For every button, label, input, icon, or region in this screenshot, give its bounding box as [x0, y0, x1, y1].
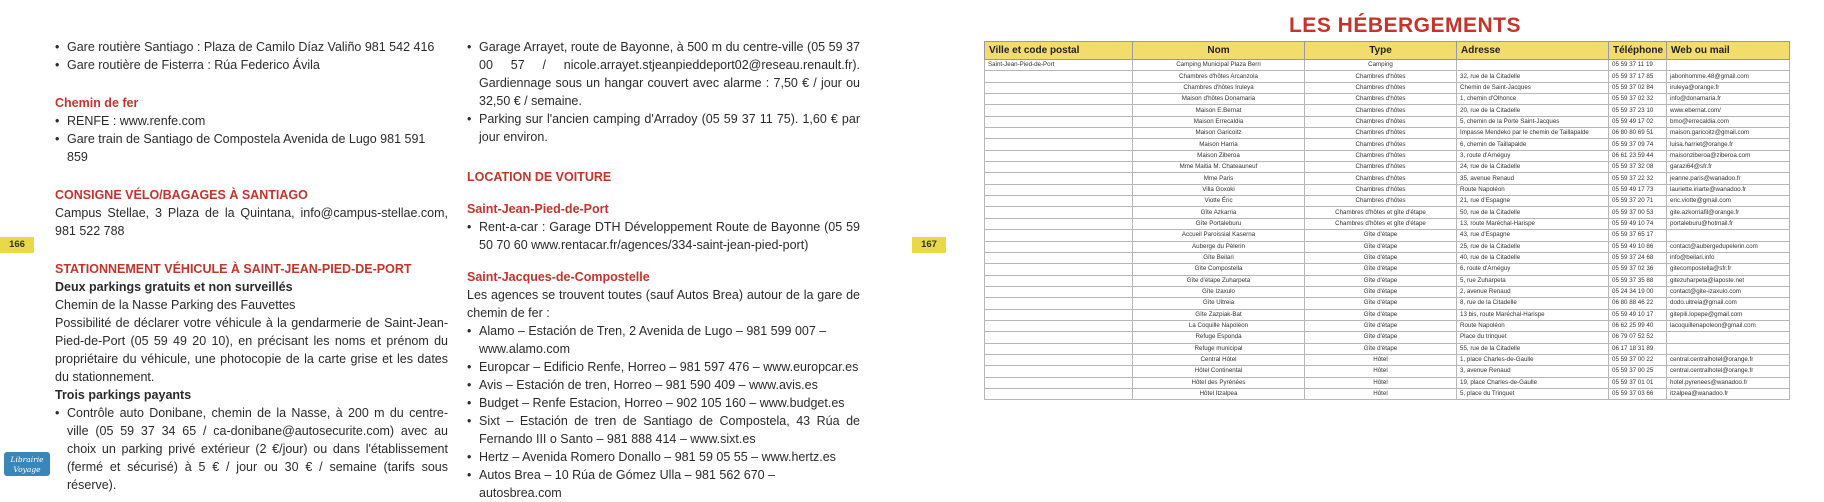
subheading-compostelle: Saint-Jacques-de-Compostelle — [467, 270, 650, 284]
table-cell — [1667, 343, 1790, 354]
table-cell: Gîte Compostella — [1133, 264, 1305, 275]
table-cell: 5, place du Trinquet — [1457, 388, 1609, 399]
table-cell: contact@aubergedupelerin.com — [1667, 241, 1790, 252]
free-parking-title: Deux parkings gratuits et non surveillés — [55, 280, 293, 294]
logo-line1: Librairie — [10, 455, 44, 464]
table-row — [985, 388, 1790, 399]
table-cell: Refuge Esponda — [1133, 332, 1305, 343]
table-cell: Chambres d'hôtes — [1305, 94, 1457, 105]
table-cell: 25, rue de la Citadelle — [1457, 241, 1609, 252]
sjpp-rental-list — [467, 218, 860, 254]
table-cell: 5, rue Zuharpeta — [1457, 275, 1609, 286]
table-cell: 50, rue de la Citadelle — [1457, 207, 1609, 218]
table-cell: Chambres d'hôtes Iruleya — [1133, 82, 1305, 93]
table-cell: Viotte Éric — [1133, 196, 1305, 207]
table-cell: central.centralhotel@orange.fr — [1667, 354, 1790, 365]
table-cell: Auberge du Pèlerin — [1133, 241, 1305, 252]
table-cell: 2, avenue Renaud — [1457, 286, 1609, 297]
table-cell — [985, 207, 1133, 218]
table-cell: 55, rue de la Citadelle — [1457, 343, 1609, 354]
table-row — [985, 218, 1790, 229]
table-cell — [985, 388, 1133, 399]
table-cell — [985, 298, 1133, 309]
table-cell: 43, rue d'Espagne — [1457, 230, 1609, 241]
table-row — [985, 354, 1790, 365]
table-cell: www.ebernat.com/ — [1667, 105, 1790, 116]
table-cell: 35, avenue Renaud — [1457, 173, 1609, 184]
compostelle-rental-list — [467, 322, 860, 502]
section-heading-rental: LOCATION DE VOITURE — [467, 170, 612, 184]
table-cell: Maison Harria — [1133, 139, 1305, 150]
list-item: • Contrôle auto Donibane, chemin de la Nasse, à 200 m du centre-ville (05 59 37 34 65 / ca-donibane@autosecurite.com) avec au choix un parking privé extérieur (2 €/jour) ou dans l'établissement (fermé et sécurisé) à 5 € / jour ou 30 € / semaine (tarifs sous réserve). — [55, 404, 448, 494]
table-cell — [985, 94, 1133, 105]
table-cell: Gîte Ultreia — [1133, 298, 1305, 309]
table-cell: 05 59 37 01 01 — [1609, 377, 1667, 388]
table-cell: Place du trinquet — [1457, 332, 1609, 343]
section-heading-parking: STATIONNEMENT VÉHICULE À SAINT-JEAN-PIED-DE-PORT — [55, 262, 412, 276]
table-cell — [985, 196, 1133, 207]
table-cell: 05 59 49 17 73 — [1609, 184, 1667, 195]
table-row — [985, 286, 1790, 297]
table-cell: lauriette.iriarte@wanadoo.fr — [1667, 184, 1790, 195]
table-cell: 13, route Maréchal-Harispe — [1457, 218, 1609, 229]
table-cell: Camping Municipal Plaza Berri — [1133, 60, 1305, 71]
table-cell — [985, 264, 1133, 275]
table-cell: itzalpea@wanadoo.fr — [1667, 388, 1790, 399]
accommodation-table — [984, 41, 1790, 400]
table-row — [985, 196, 1790, 207]
list-item: • Hertz – Avenida Romero Donallo – 981 59 05 55 – www.hertz.es — [467, 448, 860, 466]
table-cell — [985, 309, 1133, 320]
page-number-tab: 166 — [0, 237, 34, 253]
rail-list — [55, 112, 448, 166]
table-cell: 06 62 25 99 40 — [1609, 320, 1667, 331]
table-cell — [985, 184, 1133, 195]
table-cell: gitecompostella@sfr.fr — [1667, 264, 1790, 275]
list-item: • Garage Arrayet, route de Bayonne, à 500 m du centre-ville (05 59 37 00 57 / nicole.arrayet.stjeanpieddeport02@reseau.renault.fr). Gardiennage sous un hangar couvert avec alarme : 7,50 € / jour ou 32,50 € / semaine. — [467, 38, 860, 110]
table-cell — [985, 105, 1133, 116]
table-cell: 40, rue de la Citadelle — [1457, 252, 1609, 263]
column-header: Nom — [1133, 42, 1305, 60]
column-header: Type — [1305, 42, 1457, 60]
table-cell: 6, route d'Arnéguy — [1457, 264, 1609, 275]
table-cell: Chambres d'hôtes — [1305, 162, 1457, 173]
paid-parking-list-continued — [467, 38, 860, 146]
table-cell — [1667, 230, 1790, 241]
table-cell: Gîte d'étape — [1305, 264, 1457, 275]
table-cell: Chambres d'hôtes et gîte d'étape — [1305, 207, 1457, 218]
table-row — [985, 298, 1790, 309]
table-cell — [985, 128, 1133, 139]
table-cell — [985, 71, 1133, 82]
table-row — [985, 139, 1790, 150]
table-cell: gitezuharpeta@laposte.net — [1667, 275, 1790, 286]
table-cell: 05 59 49 10 86 — [1609, 241, 1667, 252]
list-item: • Gare train de Santiago de Compostela Avenida de Lugo 981 591 859 — [55, 130, 448, 166]
table-cell: Chambres d'hôtes — [1305, 184, 1457, 195]
table-cell: Chambres d'hôtes — [1305, 196, 1457, 207]
table-cell — [1667, 60, 1790, 71]
table-cell: 21, rue d'Espagne — [1457, 196, 1609, 207]
list-item: • Parking sur l'ancien camping d'Arradoy (05 59 37 11 75). 1,60 € par jour environ. — [467, 110, 860, 146]
table-cell: 1, chemin d'Olhonce — [1457, 94, 1609, 105]
table-cell: 13 bis, route Maréchal-Harispe — [1457, 309, 1609, 320]
section-heading-rail: Chemin de fer — [55, 96, 139, 110]
table-cell — [985, 162, 1133, 173]
right-column — [467, 38, 860, 502]
table-cell: jabonhomme.48@gmail.com — [1667, 71, 1790, 82]
table-cell — [985, 173, 1133, 184]
list-item: • Gare routière de Fisterra : Rúa Federico Ávila — [55, 56, 448, 74]
table-cell: Chambres d'hôtes — [1305, 105, 1457, 116]
logo-line2: Voyage — [13, 465, 41, 474]
table-cell: Camping — [1305, 60, 1457, 71]
table-cell — [985, 354, 1133, 365]
table-cell: Gîte Beilari — [1133, 252, 1305, 263]
table-cell: Chambres d'hôtes — [1305, 116, 1457, 127]
table-row — [985, 94, 1790, 105]
table-cell: 05 59 37 00 25 — [1609, 366, 1667, 377]
table-row — [985, 309, 1790, 320]
list-item: • Autos Brea – 10 Rúa de Gómez Ulla – 981 562 670 – autosbrea.com — [467, 466, 860, 502]
table-cell: Gîte d'étape — [1305, 230, 1457, 241]
table-cell: 05 59 49 10 17 — [1609, 309, 1667, 320]
left-column — [55, 38, 448, 494]
table-cell: 05 59 37 03 66 — [1609, 388, 1667, 399]
table-cell: 06 80 80 69 51 — [1609, 128, 1667, 139]
table-cell: 1, place Charles-de-Gaulle — [1457, 354, 1609, 365]
table-cell — [1457, 60, 1609, 71]
table-cell: Gîte d'étape — [1305, 343, 1457, 354]
table-cell: 32, rue de la Citadelle — [1457, 71, 1609, 82]
table-cell: Chambres d'hôtes — [1305, 82, 1457, 93]
table-cell: Chambres d'hôtes — [1305, 150, 1457, 161]
table-cell: Gîte d'étape — [1305, 298, 1457, 309]
table-cell: Refuge municipal — [1133, 343, 1305, 354]
table-row — [985, 207, 1790, 218]
list-item: • Gare routière Santiago : Plaza de Camilo Díaz Valiño 981 542 416 — [55, 38, 448, 56]
table-cell: 8, rue de la Citadelle — [1457, 298, 1609, 309]
table-cell: bmo@errecaldia.com — [1667, 116, 1790, 127]
paid-parking-list — [55, 404, 448, 494]
table-cell: Chambres d'hôtes — [1305, 71, 1457, 82]
table-cell: 05 59 49 10 74 — [1609, 218, 1667, 229]
table-row — [985, 116, 1790, 127]
list-item: • Europcar – Edificio Renfe, Horreo – 981 597 476 – www.europcar.es — [467, 358, 860, 376]
table-cell: 19, place Charles-de-Gaulle — [1457, 377, 1609, 388]
table-cell — [985, 82, 1133, 93]
table-row — [985, 82, 1790, 93]
table-cell: Mme Maitia M. Chateauneuf — [1133, 162, 1305, 173]
list-item: • Rent-a-car : Garage DTH Développement Route de Bayonne (05 59 50 70 60 www.rentacar.fr/agences/334-saint-jean-pied-port) — [467, 218, 860, 254]
table-cell: 05 59 37 02 32 — [1609, 94, 1667, 105]
table-cell: gitepili.lopepe@gmail.com — [1667, 309, 1790, 320]
table-cell: Chemin de Saint-Jacques — [1457, 82, 1609, 93]
table-row — [985, 252, 1790, 263]
table-cell: 3, avenue Renaud — [1457, 366, 1609, 377]
table-cell: Maison Errecaldia — [1133, 116, 1305, 127]
table-row — [985, 241, 1790, 252]
table-cell — [985, 332, 1133, 343]
table-cell: 05 59 37 00 22 — [1609, 354, 1667, 365]
table-cell: Chambres d'hôtes — [1305, 128, 1457, 139]
table-cell: Maison d'hôtes Donamaria — [1133, 94, 1305, 105]
table-cell: Gîte d'étape — [1305, 275, 1457, 286]
table-cell: Gîte Izaxulo — [1133, 286, 1305, 297]
table-cell: 3, route d'Arnéguy — [1457, 150, 1609, 161]
table-row — [985, 71, 1790, 82]
table-cell: Gîte d'étape — [1305, 320, 1457, 331]
column-header: Ville et code postal — [985, 42, 1133, 60]
table-cell: 05 59 37 65 17 — [1609, 230, 1667, 241]
table-cell: Hôtel — [1305, 354, 1457, 365]
table-row — [985, 366, 1790, 377]
table-cell: iruleya@orange.fr — [1667, 82, 1790, 93]
table-cell: Hôtel — [1305, 388, 1457, 399]
table-cell: Gîte Azkarria — [1133, 207, 1305, 218]
table-cell: Impasse Mendeko par le chemin de Taillapalde — [1457, 128, 1609, 139]
table-row — [985, 332, 1790, 343]
consigne-text: Campus Stellae, 3 Plaza de la Quintana, info@campus-stellae.com, 981 522 788 — [55, 206, 448, 238]
table-cell — [1667, 332, 1790, 343]
table-cell: Chambres d'hôtes Arcanzola — [1133, 71, 1305, 82]
free-parking-text: Possibilité de déclarer votre véhicule à la gendarmerie de Saint-Jean-Pied-de-Port (05 59 49 20 10), en précisant les noms et prénom du propriétaire du véhicule, une photocopie de la carte grise et les dates du stationnement. — [55, 316, 448, 384]
table-cell: Central Hôtel — [1133, 354, 1305, 365]
table-cell: 05 59 37 20 71 — [1609, 196, 1667, 207]
bookshop-logo — [4, 452, 50, 476]
table-cell: Chambres d'hôtes — [1305, 139, 1457, 150]
table-row — [985, 105, 1790, 116]
table-cell: 05 59 37 09 74 — [1609, 139, 1667, 150]
table-row — [985, 264, 1790, 275]
table-cell — [985, 366, 1133, 377]
table-cell: Chambres d'hôtes et gîte d'étape — [1305, 218, 1457, 229]
table-cell: Hôtel Continental — [1133, 366, 1305, 377]
table-cell: Gîte d'étape — [1305, 332, 1457, 343]
table-cell: 05 59 37 17 85 — [1609, 71, 1667, 82]
table-row — [985, 320, 1790, 331]
table-cell: luisa.harriet@orange.fr — [1667, 139, 1790, 150]
table-row — [985, 230, 1790, 241]
table-cell: Route Napoléon — [1457, 184, 1609, 195]
table-cell: Chambres d'hôtes — [1305, 173, 1457, 184]
table-cell: 05 59 37 00 53 — [1609, 207, 1667, 218]
table-cell — [985, 218, 1133, 229]
table-cell: Gîte d'étape — [1305, 252, 1457, 263]
table-cell: 6, chemin de Taillapalde — [1457, 139, 1609, 150]
table-cell: 05 59 37 11 19 — [1609, 60, 1667, 71]
table-row — [985, 162, 1790, 173]
table-cell: Villa Goxoki — [1133, 184, 1305, 195]
table-cell: 05 59 37 32 08 — [1609, 162, 1667, 173]
table-cell: 24, rue de la Citadelle — [1457, 162, 1609, 173]
table-cell — [985, 139, 1133, 150]
table-cell: Hôtel — [1305, 377, 1457, 388]
table-cell: garazi64@sfr.fr — [1667, 162, 1790, 173]
table-cell — [985, 230, 1133, 241]
table-cell: Maison Ziberoa — [1133, 150, 1305, 161]
table-row — [985, 343, 1790, 354]
table-row — [985, 128, 1790, 139]
table-cell: Gîte Zazpiak-Bat — [1133, 309, 1305, 320]
table-cell — [985, 320, 1133, 331]
table-cell: 05 24 34 19 00 — [1609, 286, 1667, 297]
table-cell: Maison Garicoitz — [1133, 128, 1305, 139]
column-header: Web ou mail — [1667, 42, 1790, 60]
page-title: LES HÉBERGEMENTS — [1288, 14, 1522, 37]
table-cell: Gîte d'étape Zuharpeta — [1133, 275, 1305, 286]
table-cell: Hôtel des Pyrénées — [1133, 377, 1305, 388]
table-body — [985, 60, 1790, 400]
table-row — [985, 60, 1790, 71]
list-item: • Alamo – Estación de Tren, 2 Avenida de Lugo – 981 599 007 – www.alamo.com — [467, 322, 860, 358]
table-row — [985, 275, 1790, 286]
table-cell: eric.viotte@gmail.com — [1667, 196, 1790, 207]
table-cell: 05 59 49 17 02 — [1609, 116, 1667, 127]
list-item: • Avis – Estación de tren, Horreo – 981 590 409 – www.avis.es — [467, 376, 860, 394]
table-cell: 5, chemin de la Porte Saint-Jacques — [1457, 116, 1609, 127]
table-cell: 05 59 37 35 88 — [1609, 275, 1667, 286]
table-cell — [985, 377, 1133, 388]
table-cell — [985, 252, 1133, 263]
table-header-row — [985, 42, 1790, 60]
table-row — [985, 184, 1790, 195]
table-cell: gite.azkorriafil@orange.fr — [1667, 207, 1790, 218]
table-cell: Gîte d'étape — [1305, 241, 1457, 252]
table-cell: Gîte Portaleburu — [1133, 218, 1305, 229]
table-cell: Hôtel Itzalpea — [1133, 388, 1305, 399]
table-cell: 06 79 07 52 52 — [1609, 332, 1667, 343]
table-cell: Maison E.Bernat — [1133, 105, 1305, 116]
list-item: • Budget – Renfe Estacion, Horreo – 902 105 160 – www.budget.es — [467, 394, 860, 412]
table-cell — [985, 343, 1133, 354]
subheading-sjpp: Saint-Jean-Pied-de-Port — [467, 202, 609, 216]
table-cell: portaleburu@hotmail.fr — [1667, 218, 1790, 229]
compostelle-intro: Les agences se trouvent toutes (sauf Autos Brea) autour de la gare de chemin de fer : — [467, 288, 860, 320]
table-row — [985, 150, 1790, 161]
table-cell: Mme Paris — [1133, 173, 1305, 184]
table-cell: 05 59 37 24 68 — [1609, 252, 1667, 263]
list-item: • RENFE : www.renfe.com — [55, 112, 448, 130]
table-cell: Gîte d'étape — [1305, 309, 1457, 320]
table-cell: hotel.pyrenees@wanadoo.fr — [1667, 377, 1790, 388]
page-number-tab: 167 — [912, 237, 946, 253]
table-cell — [985, 116, 1133, 127]
table-cell: info@beilari.info — [1667, 252, 1790, 263]
table-cell — [985, 241, 1133, 252]
table-cell: Route Napoléon — [1457, 320, 1609, 331]
bus-station-list — [55, 38, 448, 74]
column-header: Téléphone — [1609, 42, 1667, 60]
table-cell: contact@gite-izaxulo.com — [1667, 286, 1790, 297]
section-heading-consigne: CONSIGNE VÉLO/BAGAGES À SANTIAGO — [55, 188, 308, 202]
table-cell: Hôtel — [1305, 366, 1457, 377]
paid-parking-title: Trois parkings payants — [55, 388, 192, 402]
table-cell: Accueil Paroissial Kaserna — [1133, 230, 1305, 241]
left-page — [0, 0, 912, 500]
table-cell: 06 17 18 31 89 — [1609, 343, 1667, 354]
table-cell: maisonziberoa@ziberoa.com — [1667, 150, 1790, 161]
list-item: • Sixt – Estación de tren de Santiago de Compostela, 43 Rúa de Fernando III o Santo – 981 888 414 – www.sixt.es — [467, 412, 860, 448]
free-parking-line: Chemin de la Nasse Parking des Fauvettes — [55, 298, 296, 312]
table-cell: lacoquillenapoleon@gmail.com — [1667, 320, 1790, 331]
table-cell: 05 59 37 02 84 — [1609, 82, 1667, 93]
table-cell: 05 59 37 22 32 — [1609, 173, 1667, 184]
table-cell: La Coquille Napoléon — [1133, 320, 1305, 331]
table-cell: 06 61 23 59 44 — [1609, 150, 1667, 161]
table-cell: Gîte d'étape — [1305, 286, 1457, 297]
table-cell — [985, 150, 1133, 161]
table-row — [985, 173, 1790, 184]
table-cell: maison.garicoitz@gmail.com — [1667, 128, 1790, 139]
table-cell: 20, rue de la Citadelle — [1457, 105, 1609, 116]
table-cell: 05 59 37 23 10 — [1609, 105, 1667, 116]
table-cell — [985, 286, 1133, 297]
table-cell: 05 59 37 02 36 — [1609, 264, 1667, 275]
table-cell — [985, 275, 1133, 286]
table-row — [985, 377, 1790, 388]
table-cell: jeanne.paris@wanadoo.fr — [1667, 173, 1790, 184]
column-header: Adresse — [1457, 42, 1609, 60]
table-cell: central.centralhotel@orange.fr — [1667, 366, 1790, 377]
table-cell: dodo.ultreia@gmail.com — [1667, 298, 1790, 309]
table-cell: info@donamaria.fr — [1667, 94, 1790, 105]
table-cell: 06 80 88 46 22 — [1609, 298, 1667, 309]
table-cell: Saint-Jean-Pied-de-Port — [985, 60, 1133, 71]
